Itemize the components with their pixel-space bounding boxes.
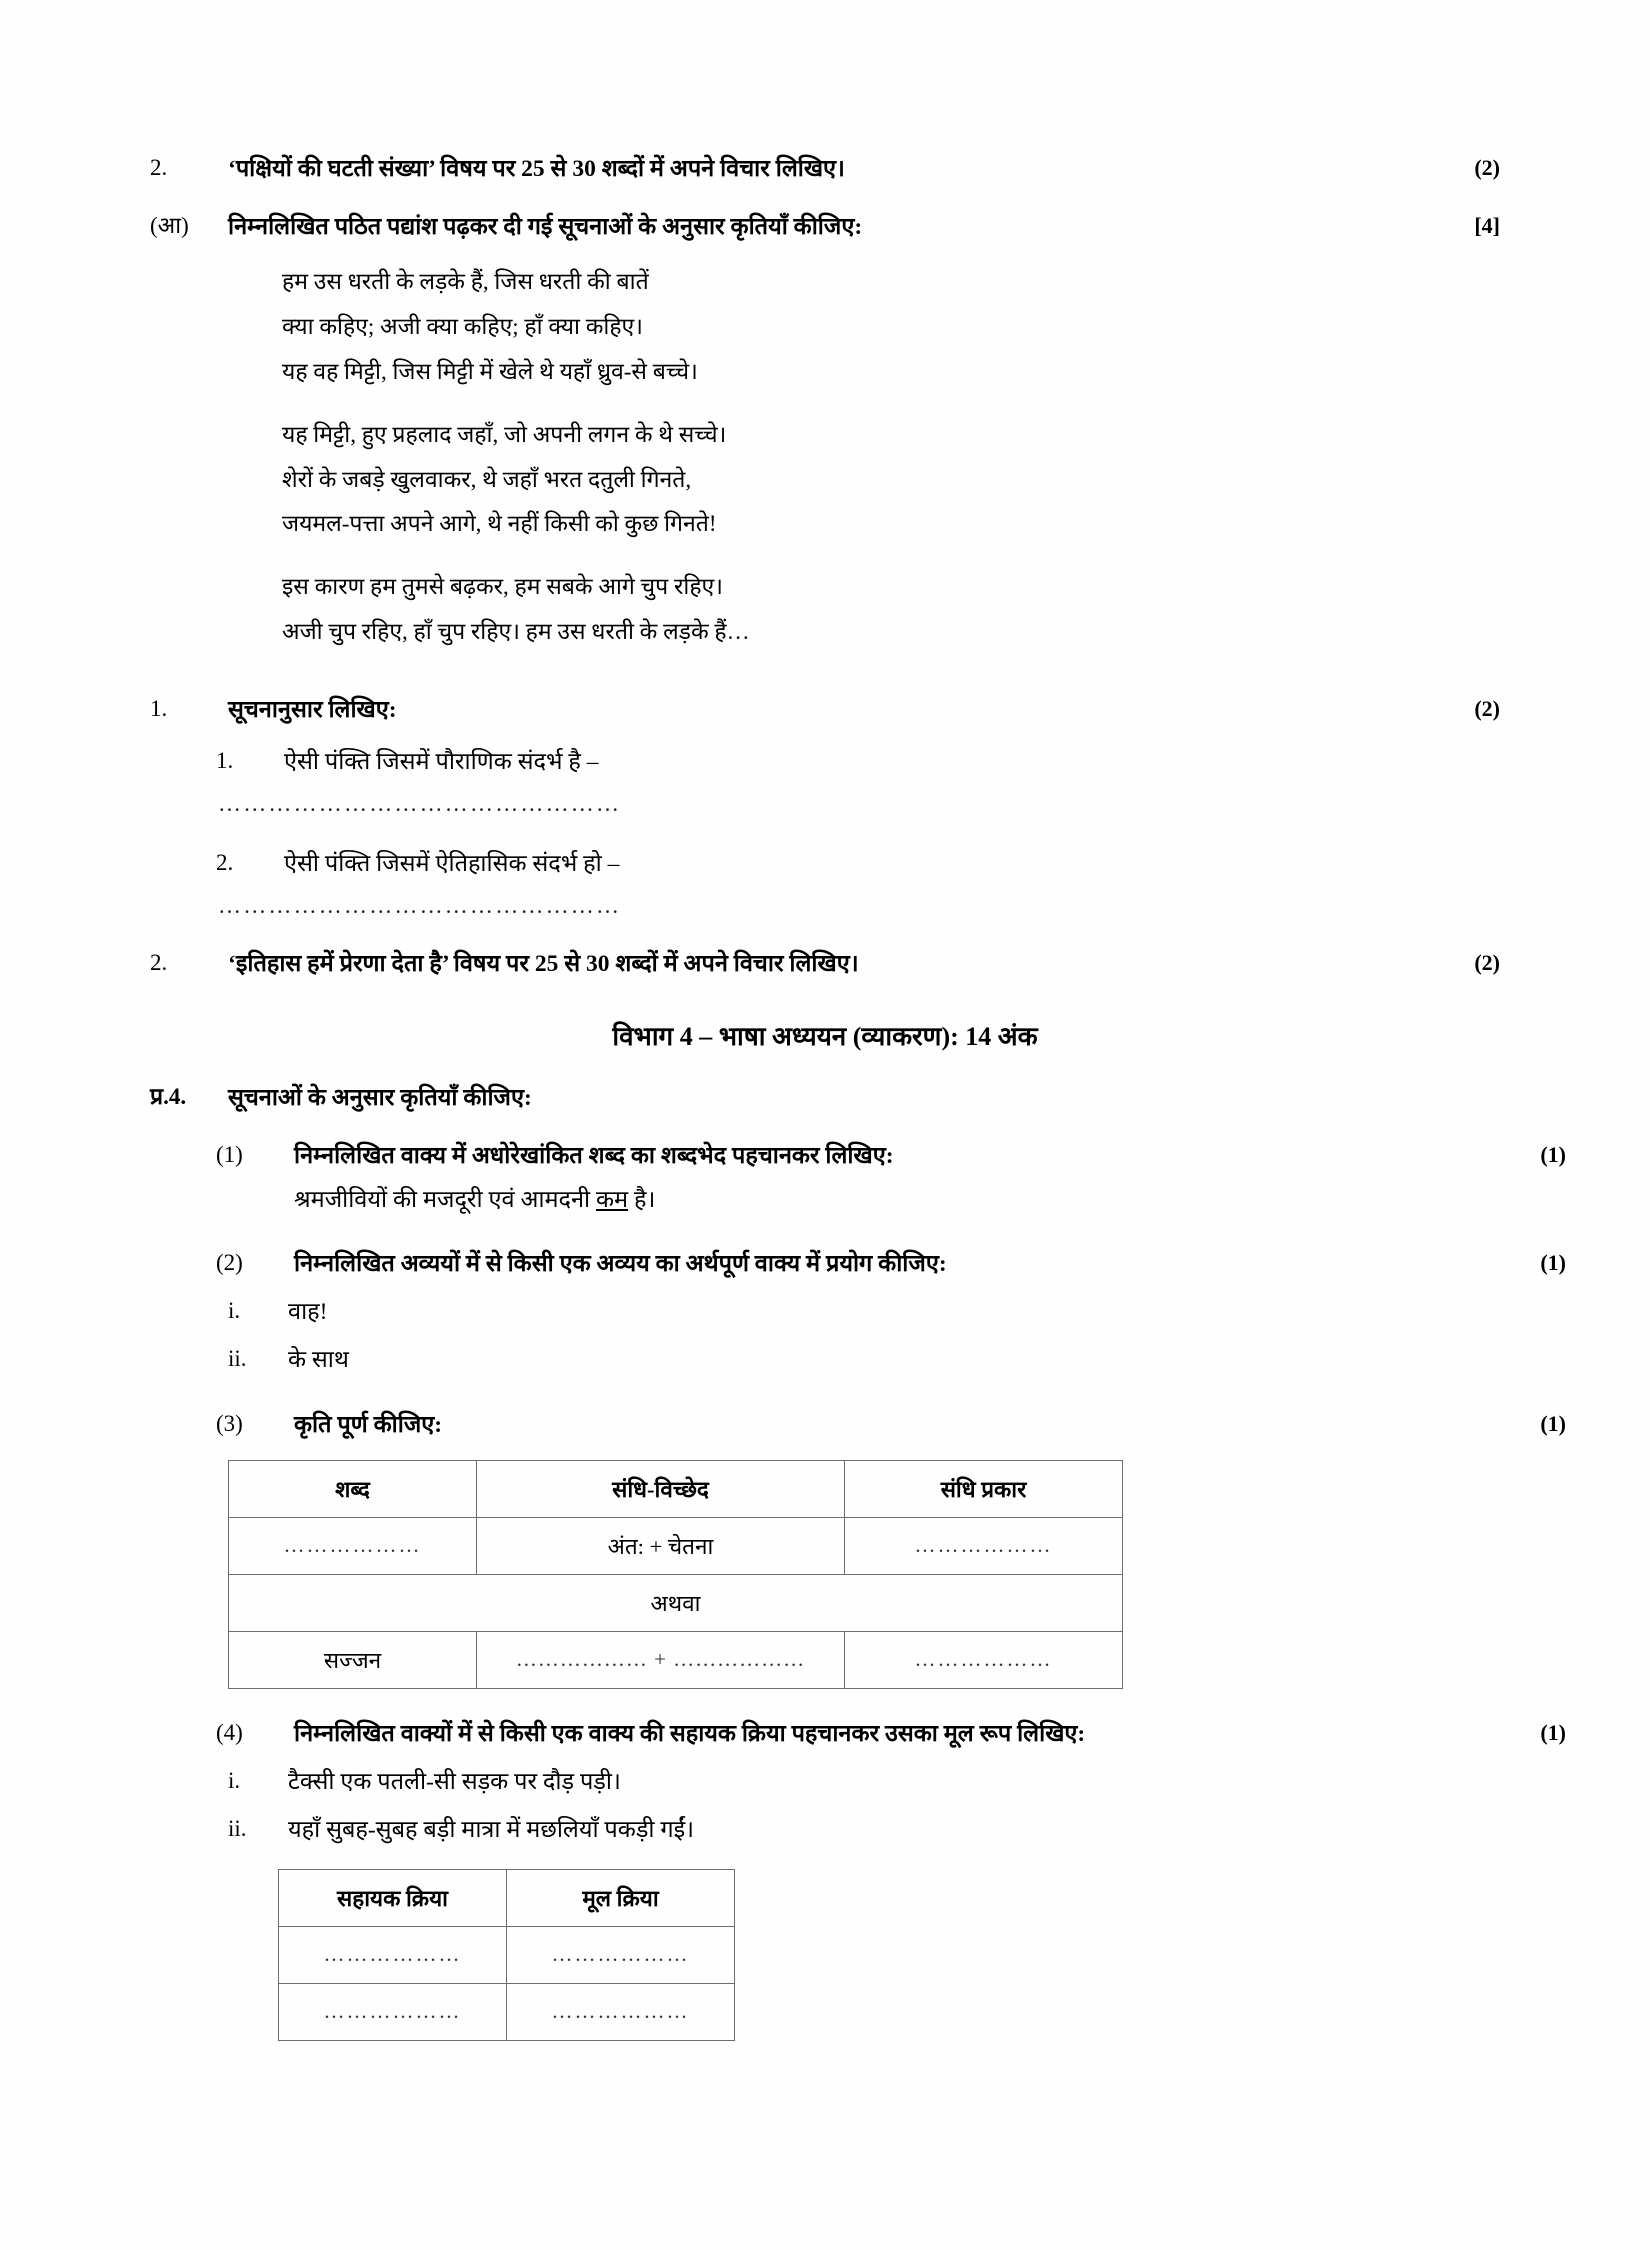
question-4-item-2-marks: (1)	[1540, 1250, 1566, 1276]
part-aa-label: (आ)	[150, 213, 189, 239]
question-4-item-4-option-i	[228, 1763, 1500, 1801]
question-4-item-1-number: (1)	[216, 1142, 243, 1168]
question-4-instruction: सूचनाओं के अनुसार कृतियाँ कीजिए:	[228, 1085, 532, 1112]
question-4-item-4-text: निम्नलिखित वाक्यों में से किसी एक वाक्य की सहायक क्रिया पहचानकर उसका मूल रूप लिखिए:	[294, 1720, 1086, 1747]
answer-blank-line[interactable]: …………………………………………	[218, 893, 622, 919]
option-label: के साथ	[288, 1347, 349, 1374]
question-1-item-1-text: ऐसी पंक्ति जिसमें पौराणिक संदर्भ है –	[284, 748, 599, 775]
poem-line: यह मिट्टी, हुए प्रहलाद जहाँ, जो अपनी लगन के थे सच्चे।	[282, 421, 727, 447]
question-4-item-4-marks: (1)	[1540, 1719, 1566, 1745]
question-4-item-3	[216, 1406, 1566, 1444]
sandhi-cell-vichchhed: अंत: + चेतना	[477, 1517, 845, 1574]
poem-stanza-1	[282, 260, 1500, 395]
question-4-item-2-option-ii	[228, 1341, 1500, 1379]
table-header-row	[229, 1460, 1123, 1517]
question-1-item-2-number: 2.	[216, 850, 234, 875]
question-4-item-2-text: निम्नलिखित अव्ययों में से किसी एक अव्यय का अर्थपूर्ण वाक्य में प्रयोग कीजिए:	[294, 1251, 947, 1278]
table-row	[279, 1983, 735, 2040]
poem-line: क्या कहिए; अजी क्या कहिए; हाँ क्या कहिए।	[282, 313, 643, 339]
option-marker: ii.	[228, 1346, 247, 1372]
question-2-text: ‘इतिहास हमें प्रेरणा देता है’ विषय पर 25 से 30 शब्दों में अपने विचार लिखिए।	[228, 951, 859, 978]
sandhi-header-word: शब्द	[229, 1460, 477, 1517]
sandhi-header-prakar: संधि प्रकार	[845, 1460, 1123, 1517]
sandhi-table	[228, 1460, 1123, 1689]
poem-line: जयमल-पत्ता अपने आगे, थे नहीं किसी को कुछ गिनते!	[282, 511, 717, 537]
option-label: यहाँ सुबह-सुबह बड़ी मात्रा में मछलियाँ पकड़ी गईं।	[288, 1816, 695, 1843]
question-1-marks: (2)	[1474, 695, 1500, 721]
spacer	[150, 1219, 1500, 1245]
option-marker: i.	[228, 1298, 241, 1324]
question-prev-2-number: 2.	[150, 155, 168, 180]
question-1-item-1-number: 1.	[216, 747, 234, 773]
question-4-item-1-text: निम्नलिखित वाक्य में अधोरेखांकित शब्द का शब्दभेद पहचानकर लिखिए:	[294, 1143, 894, 1170]
sandhi-header-vichchhed: संधि-विच्छेद	[477, 1460, 845, 1517]
spacer	[150, 1380, 1500, 1406]
poem-line: हम उस धरती के लड़के हैं, जिस धरती की बातें	[282, 269, 649, 295]
question-4-item-4-number: (4)	[216, 1719, 243, 1745]
question-prev-2-text: ‘पक्षियों की घटती संख्या’ विषय पर 25 से 30 शब्दों में अपने विचार लिखिए।	[228, 156, 845, 182]
question-2	[150, 945, 1500, 983]
sandhi-cell-word: सज्जन	[229, 1631, 477, 1688]
question-1	[150, 691, 1500, 729]
spacer	[150, 1123, 1500, 1137]
athava-cell: अथवा	[229, 1574, 1123, 1631]
sentence-part-after: है।	[628, 1187, 656, 1214]
answer-blank-line[interactable]: …………………………………………	[218, 791, 622, 816]
sentence-underlined-word: कम	[596, 1187, 629, 1214]
question-2-marks: (2)	[1474, 950, 1500, 976]
part-aa-marks: [4]	[1474, 213, 1500, 239]
question-1-number: 1.	[150, 695, 168, 721]
question-4-item-3-text: कृति पूर्ण कीजिए:	[294, 1411, 443, 1438]
question-4-item-2	[216, 1245, 1566, 1283]
spacer	[150, 817, 1500, 831]
poem-line: अजी चुप रहिए, हाँ चुप रहिए। हम उस धरती के लड़के हैं…	[282, 619, 750, 645]
question-4-item-1	[216, 1137, 1566, 1175]
kriya-cell-blank[interactable]: ………………	[279, 1983, 507, 2040]
kriya-cell-blank[interactable]: ………………	[507, 1983, 735, 2040]
table-row-athava	[229, 1574, 1123, 1631]
question-1-text: सूचनानुसार लिखिए:	[228, 696, 397, 723]
sandhi-cell-vichchhed-blank[interactable]: ……………… + ………………	[477, 1631, 845, 1688]
question-1-item-2	[216, 845, 1500, 883]
section-heading: विभाग 4 – भाषा अध्ययन (व्याकरण): 14 अंक	[612, 1022, 1038, 1052]
spacer	[150, 919, 1500, 945]
poem-stanza-3	[282, 565, 1500, 655]
poem-stanza-2	[282, 413, 1500, 548]
poem-line: यह वह मिट्टी, जिस मिट्टी में खेले थे यहाँ ध्रुव-से बच्चे।	[282, 358, 698, 384]
question-4-item-2-number: (2)	[216, 1250, 243, 1276]
kriya-header-mool: मूल क्रिया	[507, 1869, 735, 1926]
sandhi-cell-word-blank[interactable]: ………………	[229, 1517, 477, 1574]
part-aa-row	[150, 208, 1500, 246]
option-label: वाह!	[288, 1299, 328, 1326]
question-prev-2-marks: (2)	[1474, 155, 1500, 180]
table-row	[229, 1517, 1123, 1574]
table-header-row	[279, 1869, 735, 1926]
option-marker: ii.	[228, 1815, 247, 1841]
sandhi-cell-prakar-blank[interactable]: ………………	[845, 1517, 1123, 1574]
poem-passage	[282, 260, 1500, 655]
table-row	[229, 1631, 1123, 1688]
question-1-item-1	[216, 743, 1500, 781]
spacer	[150, 1689, 1500, 1715]
kriya-header-sahayak: सहायक क्रिया	[279, 1869, 507, 1926]
poem-line: शेरों के जबड़े खुलवाकर, थे जहाँ भरत दतुली गिनते,	[282, 466, 692, 492]
question-4-item-3-marks: (1)	[1540, 1410, 1566, 1436]
kriya-cell-blank[interactable]: ………………	[507, 1926, 735, 1983]
option-label: टैक्सी एक पतली-सी सड़क पर दौड़ पड़ी।	[288, 1768, 621, 1795]
kriya-table	[278, 1869, 735, 2041]
sandhi-cell-prakar-blank[interactable]: ………………	[845, 1631, 1123, 1688]
question-4-item-1-marks: (1)	[1540, 1142, 1566, 1168]
sentence-part-before: श्रमजीवियों की मजदूरी एवं आमदनी	[294, 1187, 596, 1214]
question-1-item-2-text: ऐसी पंक्ति जिसमें ऐतिहासिक संदर्भ हो –	[284, 851, 620, 877]
kriya-cell-blank[interactable]: ………………	[279, 1926, 507, 1983]
poem-line: इस कारण हम तुमसे बढ़कर, हम सबके आगे चुप रहिए।	[282, 574, 723, 600]
question-4-item-3-number: (3)	[216, 1410, 243, 1436]
question-4-item-4	[216, 1715, 1566, 1753]
page-content	[150, 150, 1566, 2041]
question-4-number: प्र.4.	[150, 1084, 187, 1110]
question-4-item-1-sentence	[294, 1181, 1500, 1219]
table-row	[279, 1926, 735, 1983]
spacer	[150, 194, 1500, 208]
question-prev-2	[150, 150, 1500, 188]
question-4-header	[150, 1079, 1500, 1117]
option-marker: i.	[228, 1767, 241, 1793]
spacer	[150, 665, 1500, 691]
question-4-item-2-option-i	[228, 1293, 1500, 1331]
question-4-item-4-option-ii	[228, 1811, 1500, 1849]
question-2-number: 2.	[150, 950, 168, 976]
part-aa-instruction: निम्नलिखित पठित पद्यांश पढ़कर दी गई सूचनाओं के अनुसार कृतियाँ कीजिए:	[228, 214, 863, 241]
